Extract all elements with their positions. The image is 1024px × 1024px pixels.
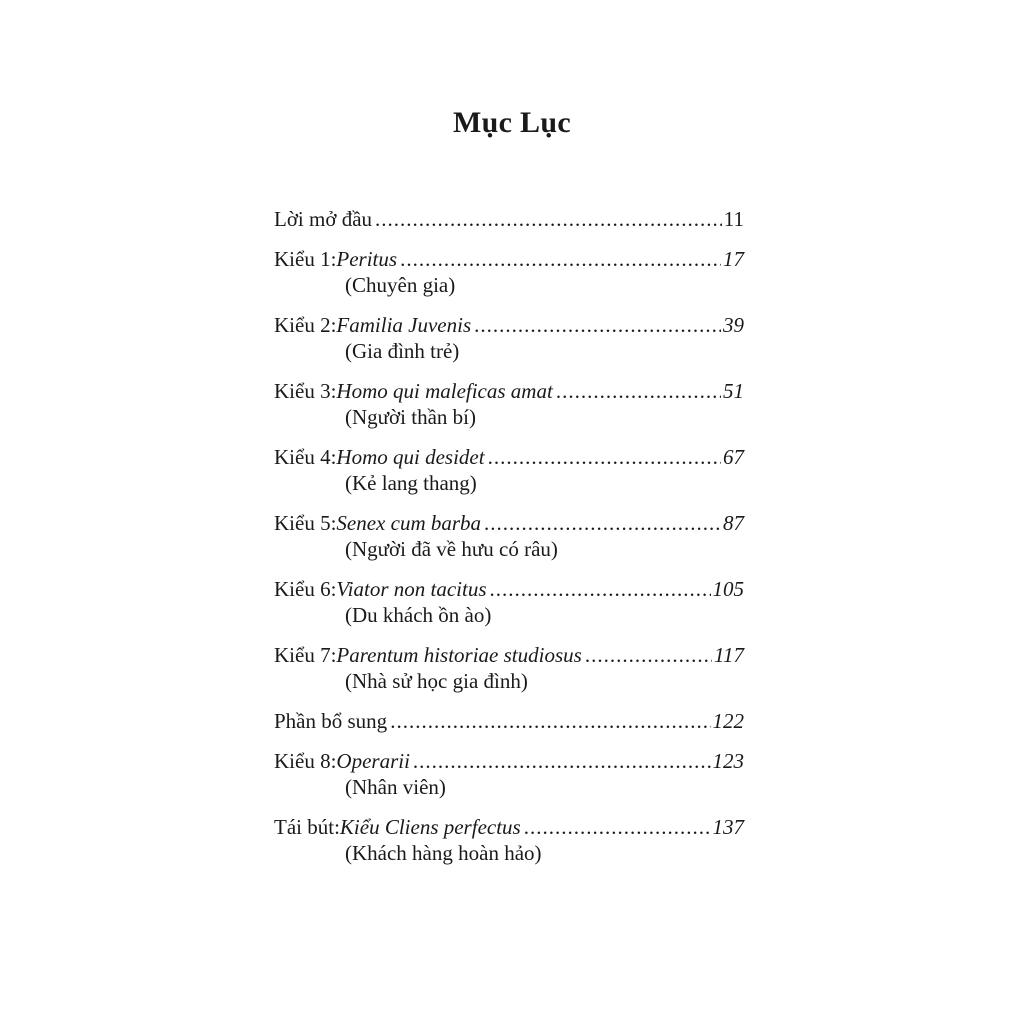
toc-label: Kiểu 7: (274, 643, 337, 667)
toc-subtitle: (Nhà sử học gia đình) (345, 669, 528, 693)
toc-entry-type-1[interactable] (274, 246, 744, 298)
toc-line (274, 814, 744, 840)
toc-subtitle: (Nhân viên) (345, 775, 446, 799)
toc-leader-dots (474, 312, 721, 338)
toc-line (274, 642, 744, 668)
toc-label: Kiểu 8: (274, 749, 337, 773)
toc-leader-dots (484, 510, 721, 536)
table-of-contents (274, 206, 744, 880)
toc-title: Operarii (336, 749, 410, 773)
toc-leader-dots (524, 814, 711, 840)
toc-title: Familia Juvenis (336, 313, 472, 337)
toc-subtitle: (Khách hàng hoàn hảo) (345, 841, 542, 865)
toc-subtitle: (Du khách ồn ào) (345, 603, 492, 627)
toc-title: Senex cum barba (336, 511, 482, 535)
toc-title: Homo qui desidet (336, 445, 485, 469)
toc-page-number: 11 (723, 207, 744, 231)
toc-entry-type-3[interactable] (274, 378, 744, 430)
toc-subtitle: (Người đã về hưu có râu) (345, 537, 558, 561)
toc-line (274, 378, 744, 404)
toc-label: Kiểu 5: (274, 511, 337, 535)
toc-page-number: 87 (723, 511, 744, 535)
toc-line (274, 246, 744, 272)
toc-title: Peritus (336, 247, 398, 271)
toc-subtitle: (Người thần bí) (345, 405, 476, 429)
toc-line (274, 444, 744, 470)
toc-leader-dots (375, 206, 722, 232)
toc-page-number: 51 (723, 379, 744, 403)
toc-page-number: 17 (723, 247, 744, 271)
toc-entry-preface[interactable] (274, 206, 744, 232)
toc-label: Kiểu 1: (274, 247, 337, 271)
toc-label: Kiểu 4: (274, 445, 337, 469)
toc-entry-type-7[interactable] (274, 642, 744, 694)
toc-entry-supplement[interactable] (274, 708, 744, 734)
toc-label: Lời mở đầu (274, 207, 373, 231)
toc-page-number: 122 (712, 709, 744, 733)
toc-title: Kiểu Cliens perfectus (339, 815, 521, 839)
toc-entry-type-2[interactable] (274, 312, 744, 364)
toc-leader-dots (400, 246, 721, 272)
toc-line (274, 708, 744, 734)
toc-line (274, 748, 744, 774)
toc-line (274, 576, 744, 602)
toc-line (274, 510, 744, 536)
toc-leader-dots (585, 642, 712, 668)
toc-label: Tái bút: (274, 815, 340, 839)
toc-leader-dots (556, 378, 721, 404)
toc-title: Homo qui maleficas amat (336, 379, 553, 403)
toc-page-number: 105 (712, 577, 744, 601)
toc-title: Viator non tacitus (336, 577, 487, 601)
toc-subtitle: (Chuyên gia) (345, 273, 456, 297)
toc-leader-dots (490, 576, 711, 602)
toc-label: Kiểu 6: (274, 577, 337, 601)
toc-title: Parentum historiae studiosus (336, 643, 582, 667)
toc-leader-dots (413, 748, 711, 774)
toc-entry-type-8[interactable] (274, 748, 744, 800)
toc-leader-dots (488, 444, 721, 470)
toc-line (274, 312, 744, 338)
toc-label: Kiểu 3: (274, 379, 337, 403)
toc-label: Kiểu 2: (274, 313, 337, 337)
toc-entry-type-5[interactable] (274, 510, 744, 562)
toc-page-number: 39 (723, 313, 744, 337)
toc-entry-postscript[interactable] (274, 814, 744, 866)
toc-page-number: 123 (712, 749, 744, 773)
toc-entry-type-4[interactable] (274, 444, 744, 496)
toc-entry-type-6[interactable] (274, 576, 744, 628)
toc-page-number: 67 (723, 445, 744, 469)
toc-leader-dots (390, 708, 710, 734)
page-title: Mục Lục (453, 106, 571, 139)
toc-page-number: 137 (712, 815, 744, 839)
toc-subtitle: (Gia đình trẻ) (345, 339, 460, 363)
toc-subtitle: (Kẻ lang thang) (345, 471, 477, 495)
toc-label: Phần bổ sung (274, 709, 388, 733)
toc-line (274, 206, 744, 232)
toc-page-number: 117 (714, 643, 744, 667)
